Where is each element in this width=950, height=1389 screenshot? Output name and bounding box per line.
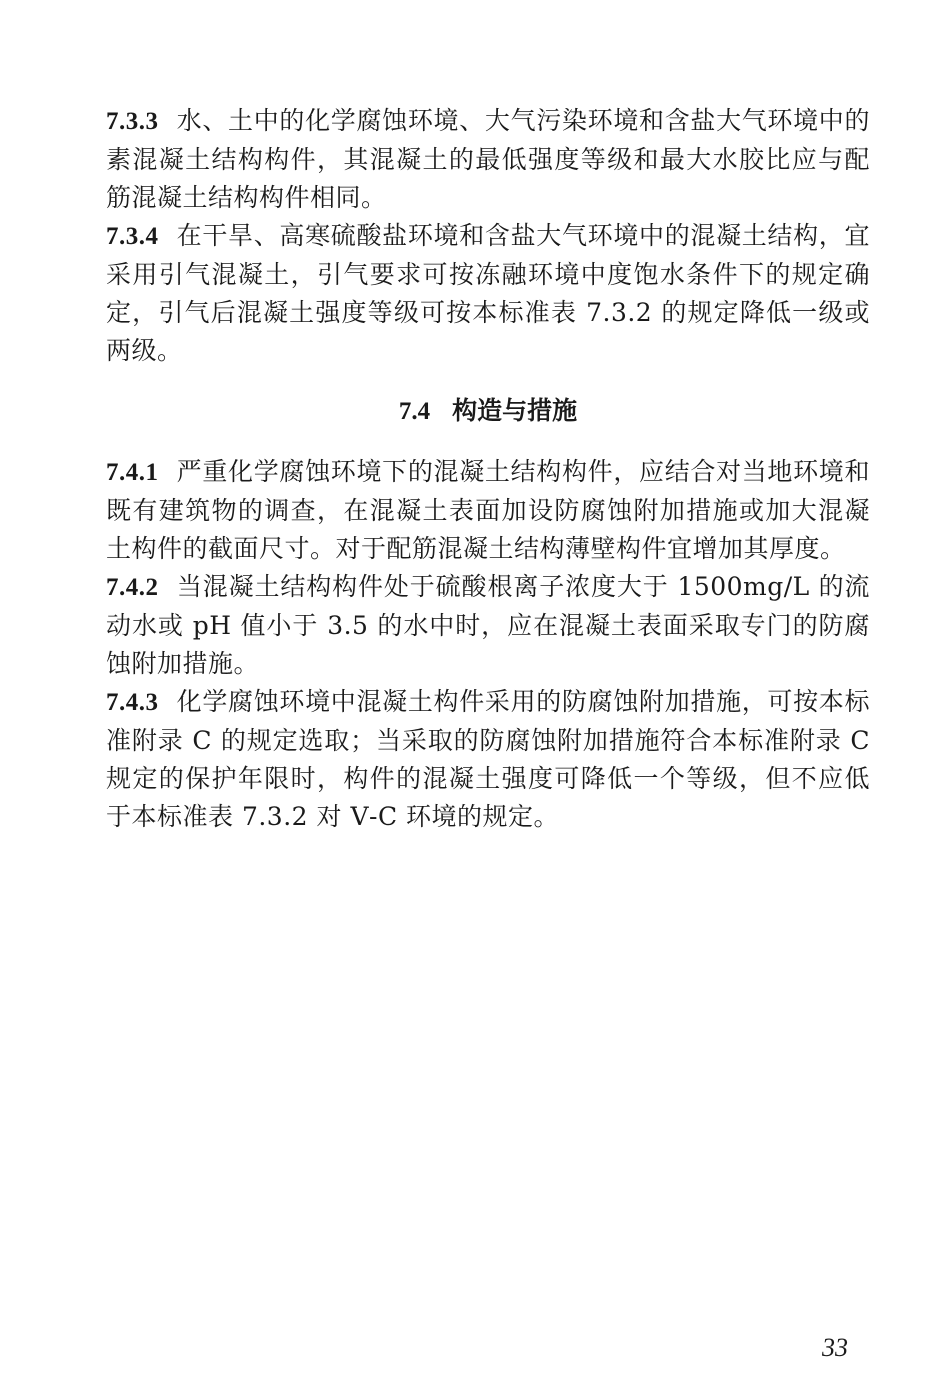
clause-number: 7.3.4 bbox=[106, 223, 159, 250]
clause-text: 当混凝土结构构件处于硫酸根离子浓度大于 1500mg/L 的流动水或 pH 值小于 3.5 的水中时，应在混凝土表面采取专门的防腐蚀附加措施。 bbox=[106, 572, 870, 678]
clause-7-4-1 bbox=[106, 453, 870, 568]
section-title: 构造与措施 bbox=[452, 396, 578, 425]
clause-number: 7.3.3 bbox=[106, 108, 159, 135]
page-number: 33 bbox=[822, 1333, 848, 1362]
clause-text: 化学腐蚀环境中混凝土构件采用的防腐蚀附加措施，可按本标准附录 C 的规定选取；当采取的防腐蚀附加措施符合本标准附录 C 规定的保护年限时，构件的混凝土强度可降低一个等级，但不应低于本标准表 7.3.2 对 Ⅴ-C 环境的规定。 bbox=[106, 687, 870, 831]
section-heading bbox=[106, 392, 870, 431]
clause-7-3-3 bbox=[106, 102, 870, 217]
clause-7-4-3 bbox=[106, 683, 870, 836]
clause-number: 7.4.3 bbox=[106, 689, 159, 716]
clause-text: 水、土中的化学腐蚀环境、大气污染环境和含盐大气环境中的素混凝土结构构件，其混凝土的最低强度等级和最大水胶比应与配筋混凝土结构构件相同。 bbox=[106, 106, 870, 212]
page-content bbox=[106, 102, 870, 836]
clause-number: 7.4.2 bbox=[106, 574, 159, 601]
clause-7-3-4 bbox=[106, 217, 870, 370]
section-number: 7.4 bbox=[398, 398, 431, 425]
clause-7-4-2 bbox=[106, 568, 870, 683]
clause-text: 在干旱、高寒硫酸盐环境和含盐大气环境中的混凝土结构，宜采用引气混凝土，引气要求可按冻融环境中度饱水条件下的规定确定，引气后混凝土强度等级可按本标准表 7.3.2 的规定降低一级或两级。 bbox=[106, 221, 870, 365]
clause-number: 7.4.1 bbox=[106, 459, 159, 486]
clause-text: 严重化学腐蚀环境下的混凝土结构构件，应结合对当地环境和既有建筑物的调查，在混凝土表面加设防腐蚀附加措施或加大混凝土构件的截面尺寸。对于配筋混凝土结构薄壁构件宜增加其厚度。 bbox=[106, 457, 870, 563]
